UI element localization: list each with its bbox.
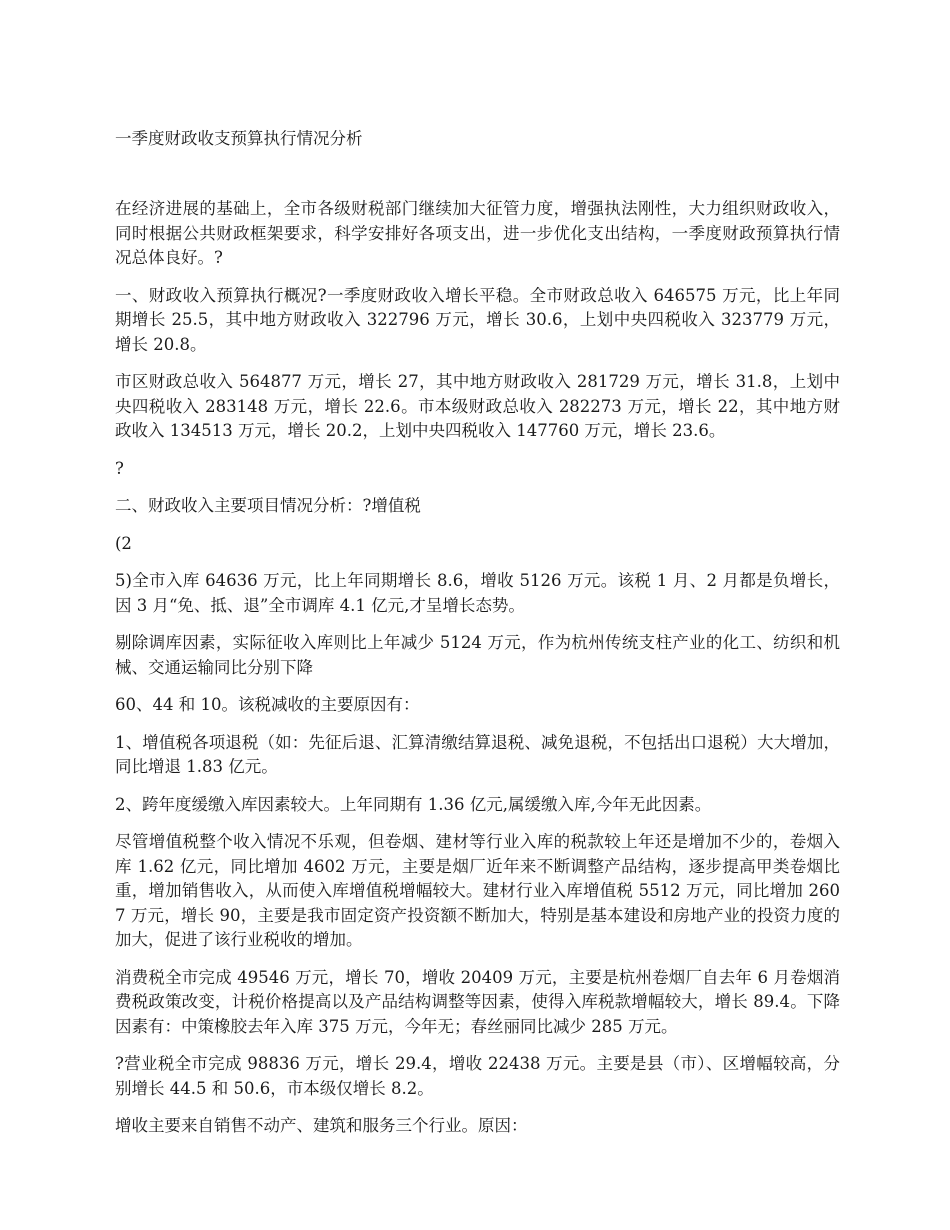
paragraph: 一、财政收入预算执行概况?一季度财政收入增长平稳。全市财政总收入 646575 万元，比上年同期增长 25.5，其中地方财政收入 322796 万元，增长 30.6，上划中央四税收入 323779 万元，增长 20.8。 bbox=[115, 285, 840, 354]
paragraph: ?营业税全市完成 98836 万元，增长 29.4，增收 22438 万元。主要是县（市）、区增幅较高，分别增长 44.5 和 50.6，市本级仅增长 8.2。 bbox=[115, 1054, 840, 1098]
document-body bbox=[115, 197, 840, 1152]
document-title: 一季度财政收支预算执行情况分析 bbox=[115, 129, 363, 148]
paragraph: 二、财政收入主要项目情况分析：?增值税 bbox=[115, 496, 421, 515]
paragraph: ? bbox=[115, 458, 124, 478]
paragraph: 剔除调库因素，实际征收入库则比上年减少 5124 万元，作为杭州传统支柱产业的化工、纺织和机械、交通运输同比分别下降 bbox=[115, 633, 840, 677]
paragraph: 增收主要来自销售不动产、建筑和服务三个行业。原因： bbox=[115, 1116, 528, 1135]
paragraph: (2 bbox=[115, 533, 132, 553]
paragraph: 在经济进展的基础上，全市各级财税部门继续加大征管力度，增强执法刚性，大力组织财政收入，同时根据公共财政框架要求，科学安排好各项支出，进一步优化支出结构，一季度财政预算执行情况总体良好。? bbox=[115, 199, 840, 267]
paragraph: 消费税全市完成 49546 万元，增长 70，增收 20409 万元，主要是杭州卷烟厂自去年 6 月卷烟消费税政策改变，计税价格提高以及产品结构调整等因素，使得入库税款增幅较大，增长 89.4。下降因素有：中策橡胶去年入库 375 万元，今年无；春丝丽同比减少 285 万元。 bbox=[115, 967, 840, 1036]
paragraph: 尽管增值税整个收入情况不乐观，但卷烟、建材等行业入库的税款较上年还是增加不少的，卷烟入库 1.62 亿元，同比增加 4602 万元，主要是烟厂近年来不断调整产品结构，逐步提高甲类卷烟比重，增加销售收入，从而使入库增值税增幅较大。建材行业入库增值税 5512 万元，同比增加 2607 万元，增长 90，主要是我市固定资产投资额不断加大，特别是基本建设和房地产业的投资力度的加大，促进了该行业税收的增加。 bbox=[115, 832, 840, 949]
paragraph: 2、跨年度缓缴入库因素较大。上年同期有 1.36 亿元,属缓缴入库,今年无此因素。 bbox=[115, 794, 712, 814]
paragraph: 5)全市入库 64636 万元，比上年同期增长 8.6，增收 5126 万元。该税 1 月、2 月都是负增长，因 3 月“免、抵、退”全市调库 4.1 亿元,才呈增长态势。 bbox=[115, 571, 840, 615]
paragraph: 1、增值税各项退税（如：先征后退、汇算清缴结算退税、减免退税，不包括出口退税）大大增加，同比增退 1.83 亿元。 bbox=[115, 732, 840, 776]
paragraph: 市区财政总收入 564877 万元，增长 27，其中地方财政收入 281729 万元，增长 31.8，上划中央四税收入 283148 万元，增长 22.6。市本级财政总收入 282273 万元，增长 22，其中地方财政收入 134513 万元，增长 20.2，上划中央四税收入 147760 万元，增长 23.6。 bbox=[115, 372, 840, 440]
paragraph: 60、44 和 10。该税减收的主要原因有： bbox=[115, 695, 420, 714]
